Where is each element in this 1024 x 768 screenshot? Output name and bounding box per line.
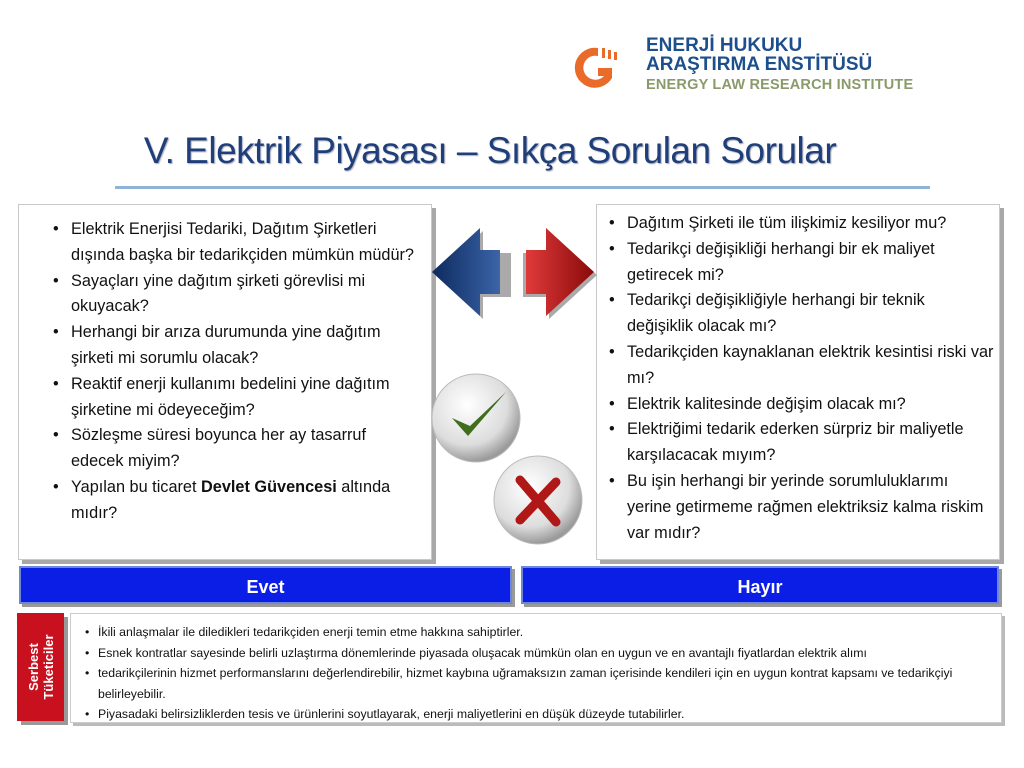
list-item: • Dağıtım Şirketi ile tüm ilişkimiz kesiliyor mu? bbox=[597, 211, 995, 237]
text: Yapılan bu ticaret bbox=[71, 477, 202, 496]
list-item: • tedarikçilerinin hizmet performanslarını değerlendirebilir, hizmet kaybına uğramaksızın zaman içerisinde kendileri için en uygun kontrat kapsamı ve tedarikçiyi belirleyebilir. bbox=[81, 663, 993, 704]
checkmark-icon bbox=[432, 374, 520, 462]
title-divider bbox=[115, 186, 930, 189]
bottom-info-box bbox=[70, 613, 1002, 723]
list-item: • Sözleşme süresi boyunca her ay tasarruf edecek miyim? bbox=[41, 423, 423, 475]
right-questions-box bbox=[596, 204, 1000, 560]
left-arrow-icon bbox=[432, 228, 511, 319]
list-item: • Tedarikçiden kaynaklanan elektrik kesintisi riski var mı? bbox=[597, 340, 995, 392]
list-item: • Piyasadaki belirsizliklerden tesis ve ürünlerini soyutlayarak, enerji maliyetlerini en düşük düzeyde tutabilirler. bbox=[81, 704, 993, 725]
logo-line3: ENERGY LAW RESEARCH INSTITUTE bbox=[646, 77, 914, 93]
bold-text: Devlet Güvencesi bbox=[201, 477, 337, 496]
left-questions-box bbox=[18, 204, 432, 560]
list-item: • Sayaçları yine dağıtım şirketi görevlisi mi okuyacak? bbox=[41, 269, 423, 321]
list-item: • İkili anlaşmalar ile diledikleri tedarikçiden enerji temin etme hakkına sahiptirler. bbox=[81, 622, 993, 643]
yes-bar: Evet bbox=[19, 566, 512, 604]
text: altında mıdır? bbox=[71, 477, 391, 522]
side-label-line1: Serbest bbox=[25, 643, 41, 691]
list-item: • Bu işin herhangi bir yerinde sorumluluklarımı yerine getirmeme rağmen elektriksiz kalma riskim var mıdır? bbox=[597, 469, 995, 546]
right-arrow-icon bbox=[523, 228, 597, 319]
logo-g-icon bbox=[568, 40, 624, 92]
list-item: • Esnek kontratlar sayesinde belirli uzlaştırma dönemlerinde piyasada oluşacak mümkün olan en uygun ve en avantajlı fiyatlardan elektrik alımı bbox=[81, 643, 993, 664]
logo bbox=[568, 36, 938, 98]
list-item: • Elektrik kalitesinde değişim olacak mı? bbox=[597, 392, 995, 418]
side-label bbox=[17, 613, 64, 721]
page-title: V. Elektrik Piyasası – Sıkça Sorulan Sorular bbox=[143, 130, 837, 171]
logo-line1: ENERJİ HUKUKU bbox=[646, 35, 803, 56]
list-item: • Reaktif enerji kullanımı bedelini yine dağıtım şirketine mi ödeyeceğim? bbox=[41, 372, 423, 424]
list-item: • Elektriğimi tedarik ederken sürpriz bir maliyetle karşılacacak mıyım? bbox=[597, 417, 995, 469]
logo-line2: ARAŞTIRMA ENSTİTÜSÜ bbox=[646, 54, 873, 75]
list-item bbox=[41, 475, 423, 527]
list-item: • Tedarikçi değişikliğiyle herhangi bir teknik değişiklik olacak mı? bbox=[597, 288, 995, 340]
side-label-line2: Tüketiciler bbox=[40, 634, 56, 700]
no-bar: Hayır bbox=[521, 566, 999, 604]
list-item: • Elektrik Enerjisi Tedariki, Dağıtım Şirketleri dışında başka bir tedarikçiden mümkün müdür? bbox=[41, 217, 423, 269]
list-item: • Herhangi bir arıza durumunda yine dağıtım şirketi mi sorumlu olacak? bbox=[41, 320, 423, 372]
icons-group bbox=[428, 222, 598, 552]
cross-icon bbox=[494, 456, 582, 544]
list-item: • Tedarikçi değişikliği herhangi bir ek maliyet getirecek mi? bbox=[597, 237, 995, 289]
